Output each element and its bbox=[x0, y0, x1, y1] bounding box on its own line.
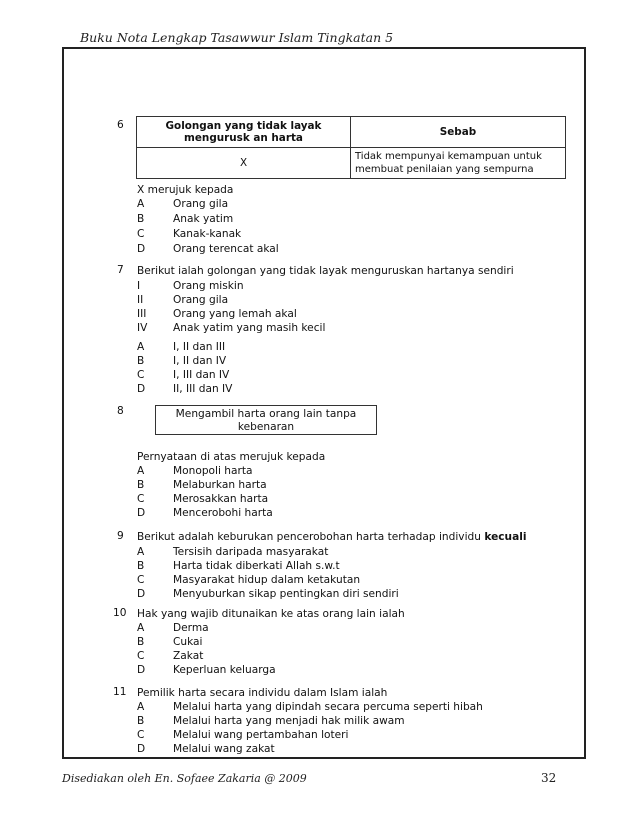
question-6-table bbox=[136, 116, 566, 179]
question-stem: Berikut ialah golongan yang tidak layak menguruskan hartanya sendiri bbox=[137, 265, 514, 277]
options-list: A Monopoli harta B Melaburkan harta C Merosakkan harta D Mencerobohi harta bbox=[137, 465, 273, 519]
options-list: A Derma B Cukai C Zakat D Keperluan keluarga bbox=[137, 622, 276, 676]
header-title: Buku Nota Lengkap Tasawwur Islam Tingkatan 5 bbox=[80, 30, 394, 45]
options-list: A Tersisih daripada masyarakat B Harta tidak diberkati Allah s.w.t C Masyarakat hidup dalam ketakutan D Menyuburkan sikap pentingkan diri sendiri bbox=[137, 546, 399, 600]
question-stem: Pemilik harta secara individu dalam Islam ialah bbox=[137, 687, 388, 699]
options-list: A Melalui harta yang dipindah secara percuma seperti hibah B Melalui harta yang menjadi hak milik awam C Melalui wang pertambahan loteri D Melalui wang zakat bbox=[137, 701, 483, 755]
statement-list: I Orang miskin II Orang gila III Orang yang lemah akal IV Anak yatim yang masih kecil bbox=[137, 280, 326, 334]
question-number: 11 bbox=[113, 686, 127, 698]
question-number: 10 bbox=[113, 607, 127, 619]
question-number: 7 bbox=[117, 264, 124, 276]
table-cell-reason: Tidak mempunyai kemampuan untuk membuat penilaian yang sempurna bbox=[351, 148, 566, 179]
question-stem: Berikut adalah keburukan pencerobohan harta terhadap individu kecuali bbox=[137, 531, 527, 543]
page-number: 32 bbox=[541, 771, 557, 785]
table-header-reason: Sebab bbox=[351, 117, 566, 148]
options-list: A Orang gila B Anak yatim C Kanak-kanak D Orang terencat akal bbox=[137, 198, 279, 255]
question-number: 8 bbox=[117, 405, 124, 417]
emphasis-word: kecuali bbox=[484, 531, 527, 543]
footer-credit: Disediakan oleh En. Sofaee Zakaria @ 2009 bbox=[62, 772, 307, 785]
table-header-group: Golongan yang tidak layak mengurusk an harta bbox=[137, 117, 351, 148]
question-stem: Pernyataan di atas merujuk kepada bbox=[137, 451, 326, 463]
question-stem: X merujuk kepada bbox=[137, 184, 234, 196]
question-number: 9 bbox=[117, 530, 124, 542]
question-number: 6 bbox=[117, 119, 124, 131]
question-stem: Hak yang wajib ditunaikan ke atas orang lain ialah bbox=[137, 608, 405, 620]
table-cell-x: X bbox=[137, 148, 351, 179]
statement-box: Mengambil harta orang lain tanpa kebenaran bbox=[155, 405, 377, 435]
options-list: A I, II dan III B I, II dan IV C I, III dan IV D II, III dan IV bbox=[137, 341, 233, 395]
